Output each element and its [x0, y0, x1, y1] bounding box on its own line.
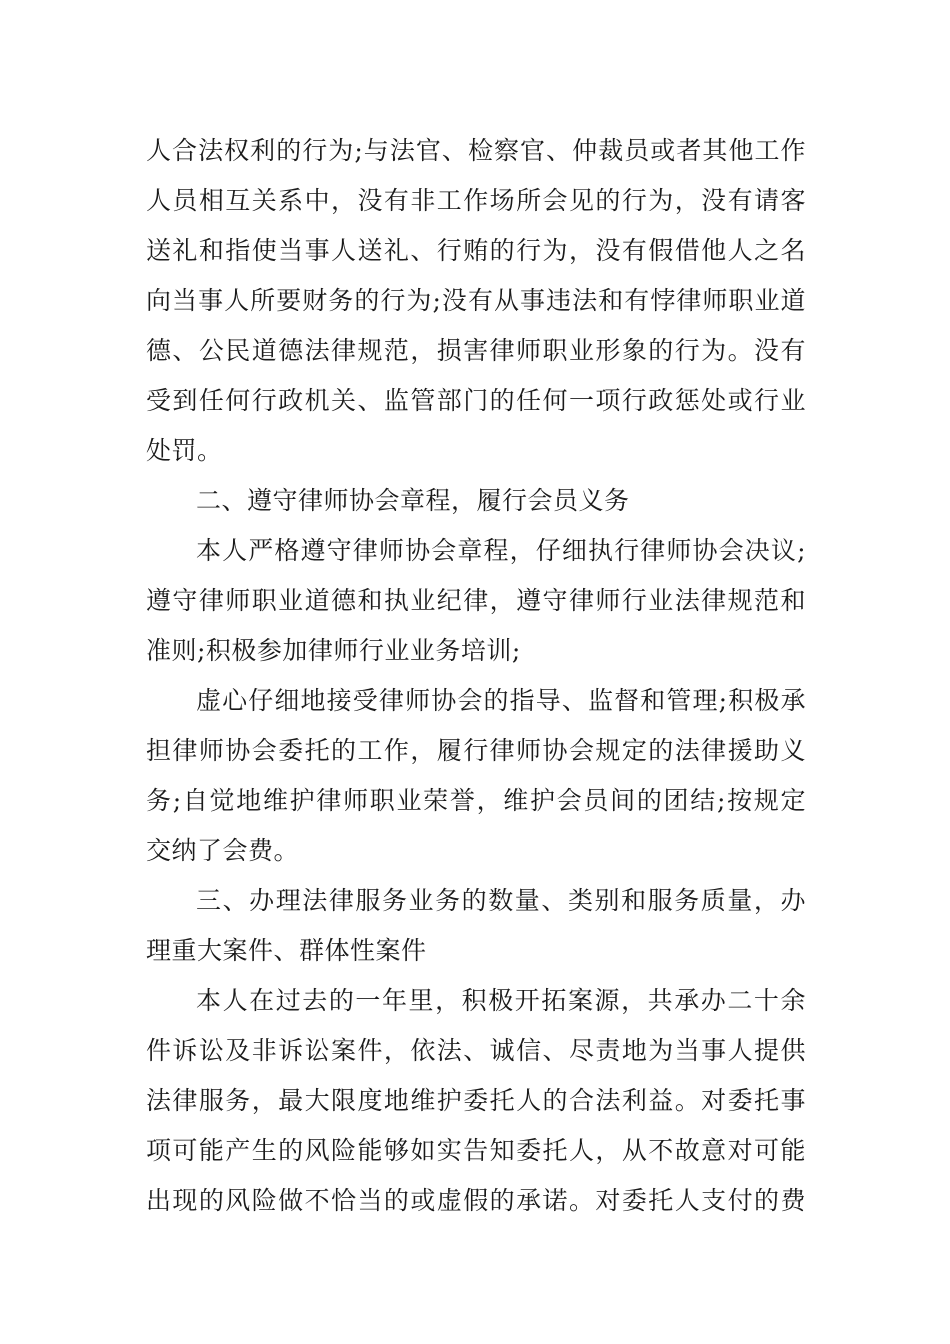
- text-line: 送礼和指使当事人送礼、行贿的行为，没有假借他人之名: [146, 236, 806, 265]
- section-heading: 二、遵守律师协会章程，履行会员义务: [196, 486, 630, 515]
- text-line: 务;自觉地维护律师职业荣誉，维护会员间的团结;按规定: [146, 786, 806, 815]
- text-line: 向当事人所要财务的行为;没有从事违法和有悖律师职业道: [146, 286, 806, 315]
- text-line: 人合法权利的行为;与法官、检察官、仲裁员或者其他工作: [146, 136, 806, 165]
- text-line: 准则;积极参加律师行业业务培训;: [146, 636, 521, 665]
- text-line: 担律师协会委托的工作，履行律师协会规定的法律援助义: [146, 736, 806, 765]
- section-heading-continued: 理重大案件、群体性案件: [146, 936, 427, 965]
- text-line: 德、公民道德法律规范，损害律师职业形象的行为。没有: [146, 336, 806, 365]
- text-line: 件诉讼及非诉讼案件，依法、诚信、尽责地为当事人提供: [146, 1036, 806, 1065]
- text-line: 交纳了会费。: [146, 836, 300, 865]
- text-line: 受到任何行政机关、监管部门的任何一项行政惩处或行业: [146, 386, 806, 415]
- text-line: 人员相互关系中，没有非工作场所会见的行为，没有请客: [146, 186, 806, 215]
- section-heading: 三、办理法律服务业务的数量、类别和服务质量，办: [196, 886, 806, 915]
- text-line: 项可能产生的风险能够如实告知委托人，从不故意对可能: [146, 1136, 806, 1165]
- text-line: 法律服务，最大限度地维护委托人的合法利益。对委托事: [146, 1086, 806, 1115]
- text-line: 出现的风险做不恰当的或虚假的承诺。对委托人支付的费: [146, 1186, 806, 1215]
- paragraph-first-line: 本人在过去的一年里，积极开拓案源，共承办二十余: [196, 986, 806, 1015]
- paragraph-first-line: 虚心仔细地接受律师协会的指导、监督和管理;积极承: [196, 686, 806, 715]
- paragraph-first-line: 本人严格遵守律师协会章程，仔细执行律师协会决议;: [196, 536, 806, 565]
- text-line: 处罚。: [146, 436, 223, 465]
- text-line: 遵守律师职业道德和执业纪律，遵守律师行业法律规范和: [146, 586, 806, 615]
- document-body: [146, 126, 806, 1226]
